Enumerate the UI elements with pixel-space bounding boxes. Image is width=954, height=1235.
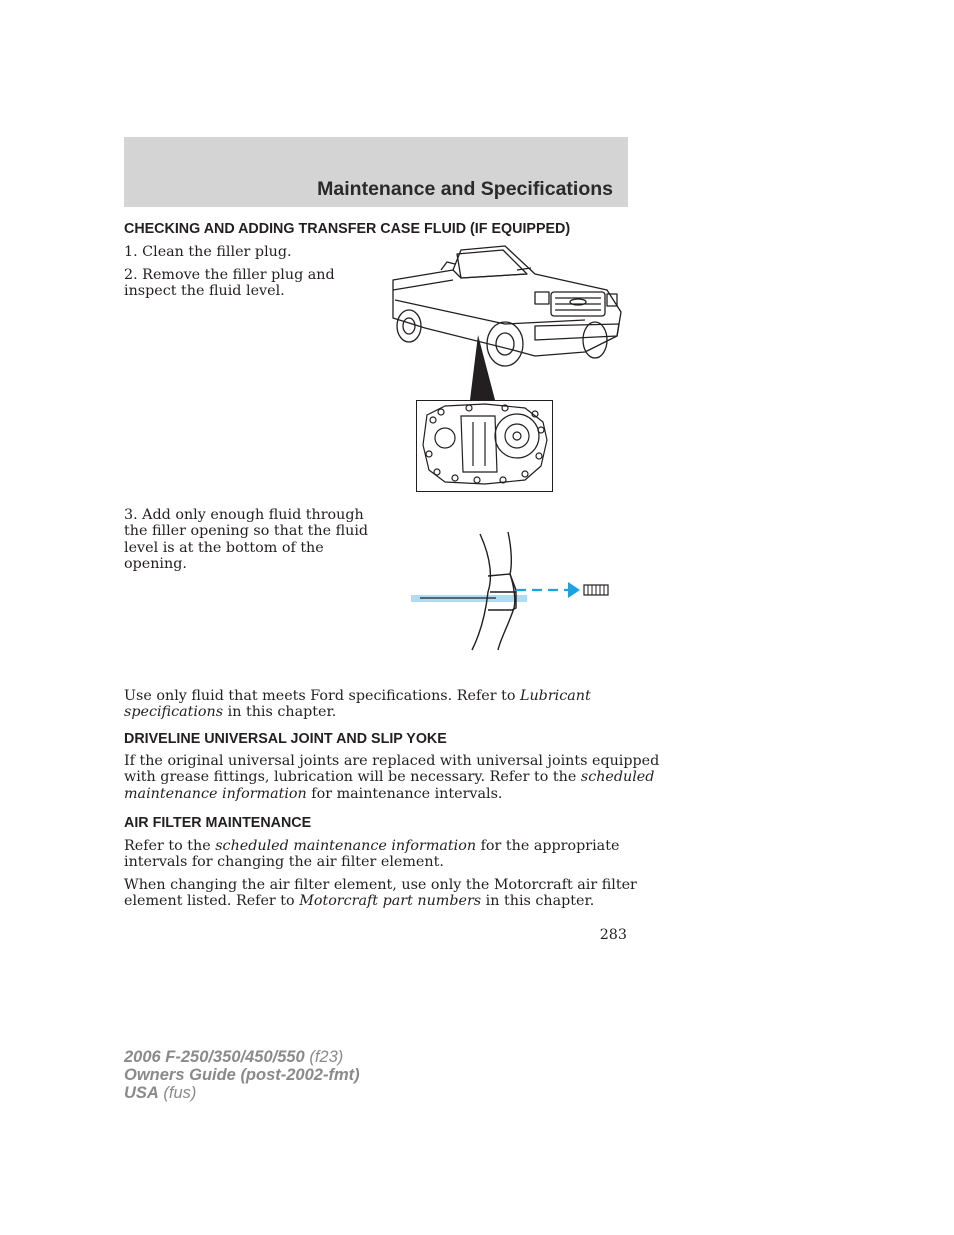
filler-plug-icon [584, 585, 608, 595]
section-heading-air-filter: AIR FILTER MAINTENANCE [124, 815, 312, 831]
air-filter-paragraph-2: When changing the air filter element, use only the Motorcraft air filter element listed. Refer to Motorcraft part numbers in this chapter. [124, 877, 637, 910]
section-heading-transfer-case: CHECKING AND ADDING TRANSFER CASE FLUID (IF EQUIPPED) [124, 221, 571, 237]
fluid-level-illustration [408, 530, 613, 655]
truck-transfer-case-illustration [385, 240, 625, 495]
document-footer: 2006 F-250/350/450/550 (f23) Owners Guide (post-2002-fmt) USA (fus) [124, 1048, 360, 1102]
step-2: 2. Remove the filler plug and inspect the fluid level. [124, 267, 335, 300]
section-heading-driveline: DRIVELINE UNIVERSAL JOINT AND SLIP YOKE [124, 731, 447, 747]
chapter-header-band [124, 137, 628, 207]
fluid-spec-note: Use only fluid that meets Ford specifications. Refer to Lubricant specifications in this chapter. [124, 688, 591, 721]
air-filter-paragraph-1: Refer to the scheduled maintenance information for the appropriate intervals for changing the air filter element. [124, 838, 620, 871]
page-number: 283 [599, 927, 627, 943]
driveline-paragraph: If the original universal joints are replaced with universal joints equipped with grease fittings, lubrication will be necessary. Refer to the scheduled maintenance information for maintenance intervals. [124, 753, 660, 802]
step-3: 3. Add only enough fluid through the filler opening so that the fluid level is at the bottom of the opening. [124, 507, 369, 572]
step-1: 1. Clean the filler plug. [124, 244, 292, 260]
chapter-title: Maintenance and Specifications [317, 178, 613, 200]
